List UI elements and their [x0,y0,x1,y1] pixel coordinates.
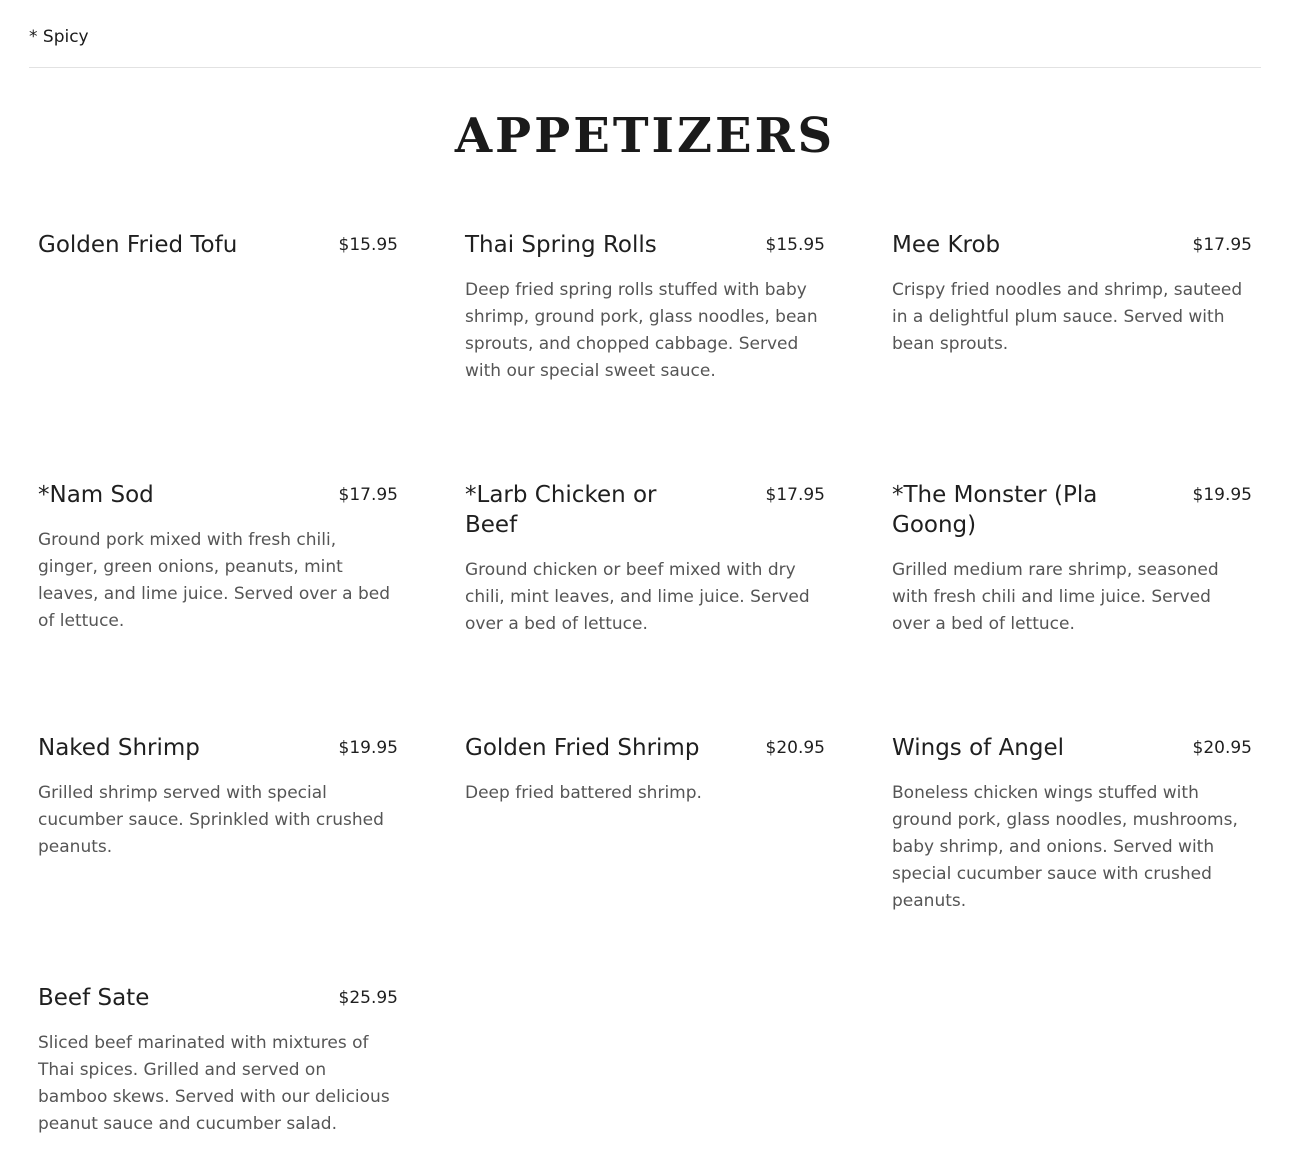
item-description: Boneless chicken wings stuffed with ground pork, glass noodles, mushrooms, baby shrimp, and onions. Served with special cucumber sauce with crushed peanuts. [892,783,1238,911]
menu-item [892,480,1252,733]
item-price: $17.95 [338,485,398,505]
item-price: $17.95 [765,485,825,505]
divider [29,67,1261,68]
item-price: $20.95 [1192,738,1252,758]
menu-item [38,230,398,480]
item-description: Grilled medium rare shrimp, seasoned with fresh chili and lime juice. Served over a bed of lettuce. [892,560,1219,634]
item-price: $15.95 [765,235,825,255]
item-description: Ground chicken or beef mixed with dry chili, mint leaves, and lime juice. Served over a bed of lettuce. [465,560,810,634]
item-name: Golden Fried Shrimp [465,735,700,761]
menu-grid [38,230,1252,1143]
item-price: $15.95 [338,235,398,255]
menu-item [465,230,825,480]
spicy-legend: * Spicy [29,27,89,47]
item-price: $19.95 [1192,485,1252,505]
item-description: Deep fried spring rolls stuffed with baby shrimp, ground pork, glass noodles, bean sprouts, and chopped cabbage. Served with our special sweet sauce. [465,280,818,381]
menu-item [38,733,398,983]
item-name: Naked Shrimp [38,735,200,761]
item-name: Mee Krob [892,232,1001,258]
item-name: Golden Fried Tofu [38,232,238,258]
item-name: *Nam Sod [38,482,154,508]
item-description: Deep fried battered shrimp. [465,783,702,803]
menu-item [38,480,398,733]
item-description: Crispy fried noodles and shrimp, sauteed in a delightful plum sauce. Served with bean sprouts. [892,280,1243,354]
menu-item [465,733,825,983]
section-title: APPETIZERS [454,108,836,164]
item-name: *The Monster (Pla Goong) [892,482,1098,538]
menu-item [465,480,825,733]
item-price: $20.95 [765,738,825,758]
menu-item [892,733,1252,983]
item-price: $25.95 [338,988,398,1008]
item-name: *Larb Chicken or Beef [465,482,657,538]
item-name: Wings of Angel [892,735,1065,761]
item-name: Beef Sate [38,985,150,1011]
item-price: $17.95 [1192,235,1252,255]
item-description: Ground pork mixed with fresh chili, ginger, green onions, peanuts, mint leaves, and lime juice. Served over a bed of lettuce. [38,530,391,631]
item-name: Thai Spring Rolls [465,232,657,258]
item-price: $19.95 [338,738,398,758]
menu-item [892,230,1252,480]
item-description: Grilled shrimp served with special cucumber sauce. Sprinkled with crushed peanuts. [38,783,384,857]
menu-item [38,983,398,1143]
item-description: Sliced beef marinated with mixtures of Thai spices. Grilled and served on bamboo skews. Served with our delicious peanut sauce and cucumber salad. [38,1033,390,1134]
